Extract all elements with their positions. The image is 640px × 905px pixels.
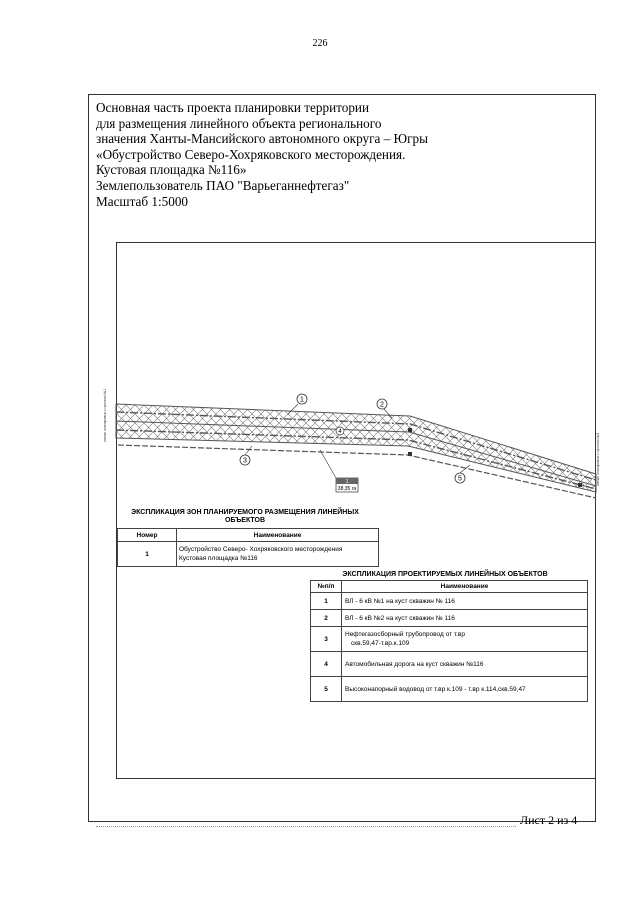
header-line: Кустовая площадка №116»: [96, 162, 247, 178]
callout-4-label: 4: [338, 429, 342, 435]
objects-row-number: 5: [311, 677, 342, 702]
right-edge-label: линия планировки с пунктом №3: [596, 432, 600, 486]
land-user-line: Землепользователь ПАО "Варьеганнефтегаз": [96, 177, 350, 193]
objects-row-name: ВЛ - 6 кВ №1 на куст скважин № 116: [342, 593, 588, 610]
header-line: для размещения линейного объекта регионального: [96, 115, 382, 131]
table-row: [311, 627, 588, 652]
header-line: «Обустройство Северо-Хохряковского месторождения.: [96, 146, 406, 162]
zones-table-header-name: Наименование: [177, 529, 379, 542]
objects-row-name-line1: Нефтегазосборный трубопровод от т.вр: [345, 631, 465, 638]
objects-row-name-line2: скв.59,47-т.вр.к.109: [351, 640, 410, 647]
table-row: [311, 593, 588, 610]
sheet-label: Лист 2 из 4: [520, 813, 578, 827]
objects-table: [310, 580, 588, 702]
objects-row-name: Высоконапорный водовод от т.вр к.109 - т.вр к.114,скв.59,47: [342, 677, 588, 702]
objects-row-name: [342, 627, 588, 652]
table-row: [118, 542, 379, 567]
table-row: [311, 652, 588, 677]
table-row: [311, 610, 588, 627]
scale-line: Масштаб 1:5000: [96, 193, 189, 209]
header-line: Основная часть проекта планировки территории: [96, 100, 370, 115]
table-row: [311, 677, 588, 702]
objects-row-number: 1: [311, 593, 342, 610]
zones-table: [117, 528, 379, 567]
objects-table-header-number: №п/п: [311, 581, 342, 593]
objects-row-name: Автомобильная дорога на куст скважин №116: [342, 652, 588, 677]
callout-4: [336, 427, 344, 435]
zones-row-name: [177, 542, 379, 567]
footer-divider: [96, 826, 516, 827]
zone-label-number: 1: [345, 479, 349, 485]
zones-row-number: 1: [118, 542, 177, 567]
zones-table-title: ЭКСПЛИКАЦИЯ ЗОН ПЛАНИРУЕМОГО РАЗМЕЩЕНИЯ ЛИНЕЙНЫХ ОБЪЕКТОВ: [131, 509, 359, 524]
callout-5-label: 5: [458, 475, 462, 483]
header-line: значения Ханты-Мансийского автономного округа – Югры: [96, 131, 428, 147]
left-edge-label: линия планировки с пунктом №1: [103, 388, 107, 442]
callout-1-label: 1: [300, 396, 304, 404]
zones-row-name-line2: Кустовая площадка №116: [179, 555, 258, 562]
objects-row-number: 4: [311, 652, 342, 677]
objects-row-number: 2: [311, 610, 342, 627]
callout-2-label: 2: [380, 401, 384, 409]
objects-table-header-name: Наименование: [342, 581, 588, 593]
objects-row-number: 3: [311, 627, 342, 652]
zones-table-header-number: Номер: [118, 529, 177, 542]
callout-3-label: 3: [243, 457, 247, 465]
objects-row-name: ВЛ - 6 кВ №2 на куст скважин № 116: [342, 610, 588, 627]
zone-label-area: 38,35 га: [337, 486, 357, 492]
zone-label: [320, 450, 358, 492]
objects-table-title: ЭКСПЛИКАЦИЯ ПРОЕКТИРУЕМЫХ ЛИНЕЙНЫХ ОБЪЕКТОВ: [342, 571, 548, 578]
page-number: 226: [312, 38, 328, 49]
zones-row-name-line1: Обустройство Северо- Хохряковского месторождения: [179, 546, 343, 553]
